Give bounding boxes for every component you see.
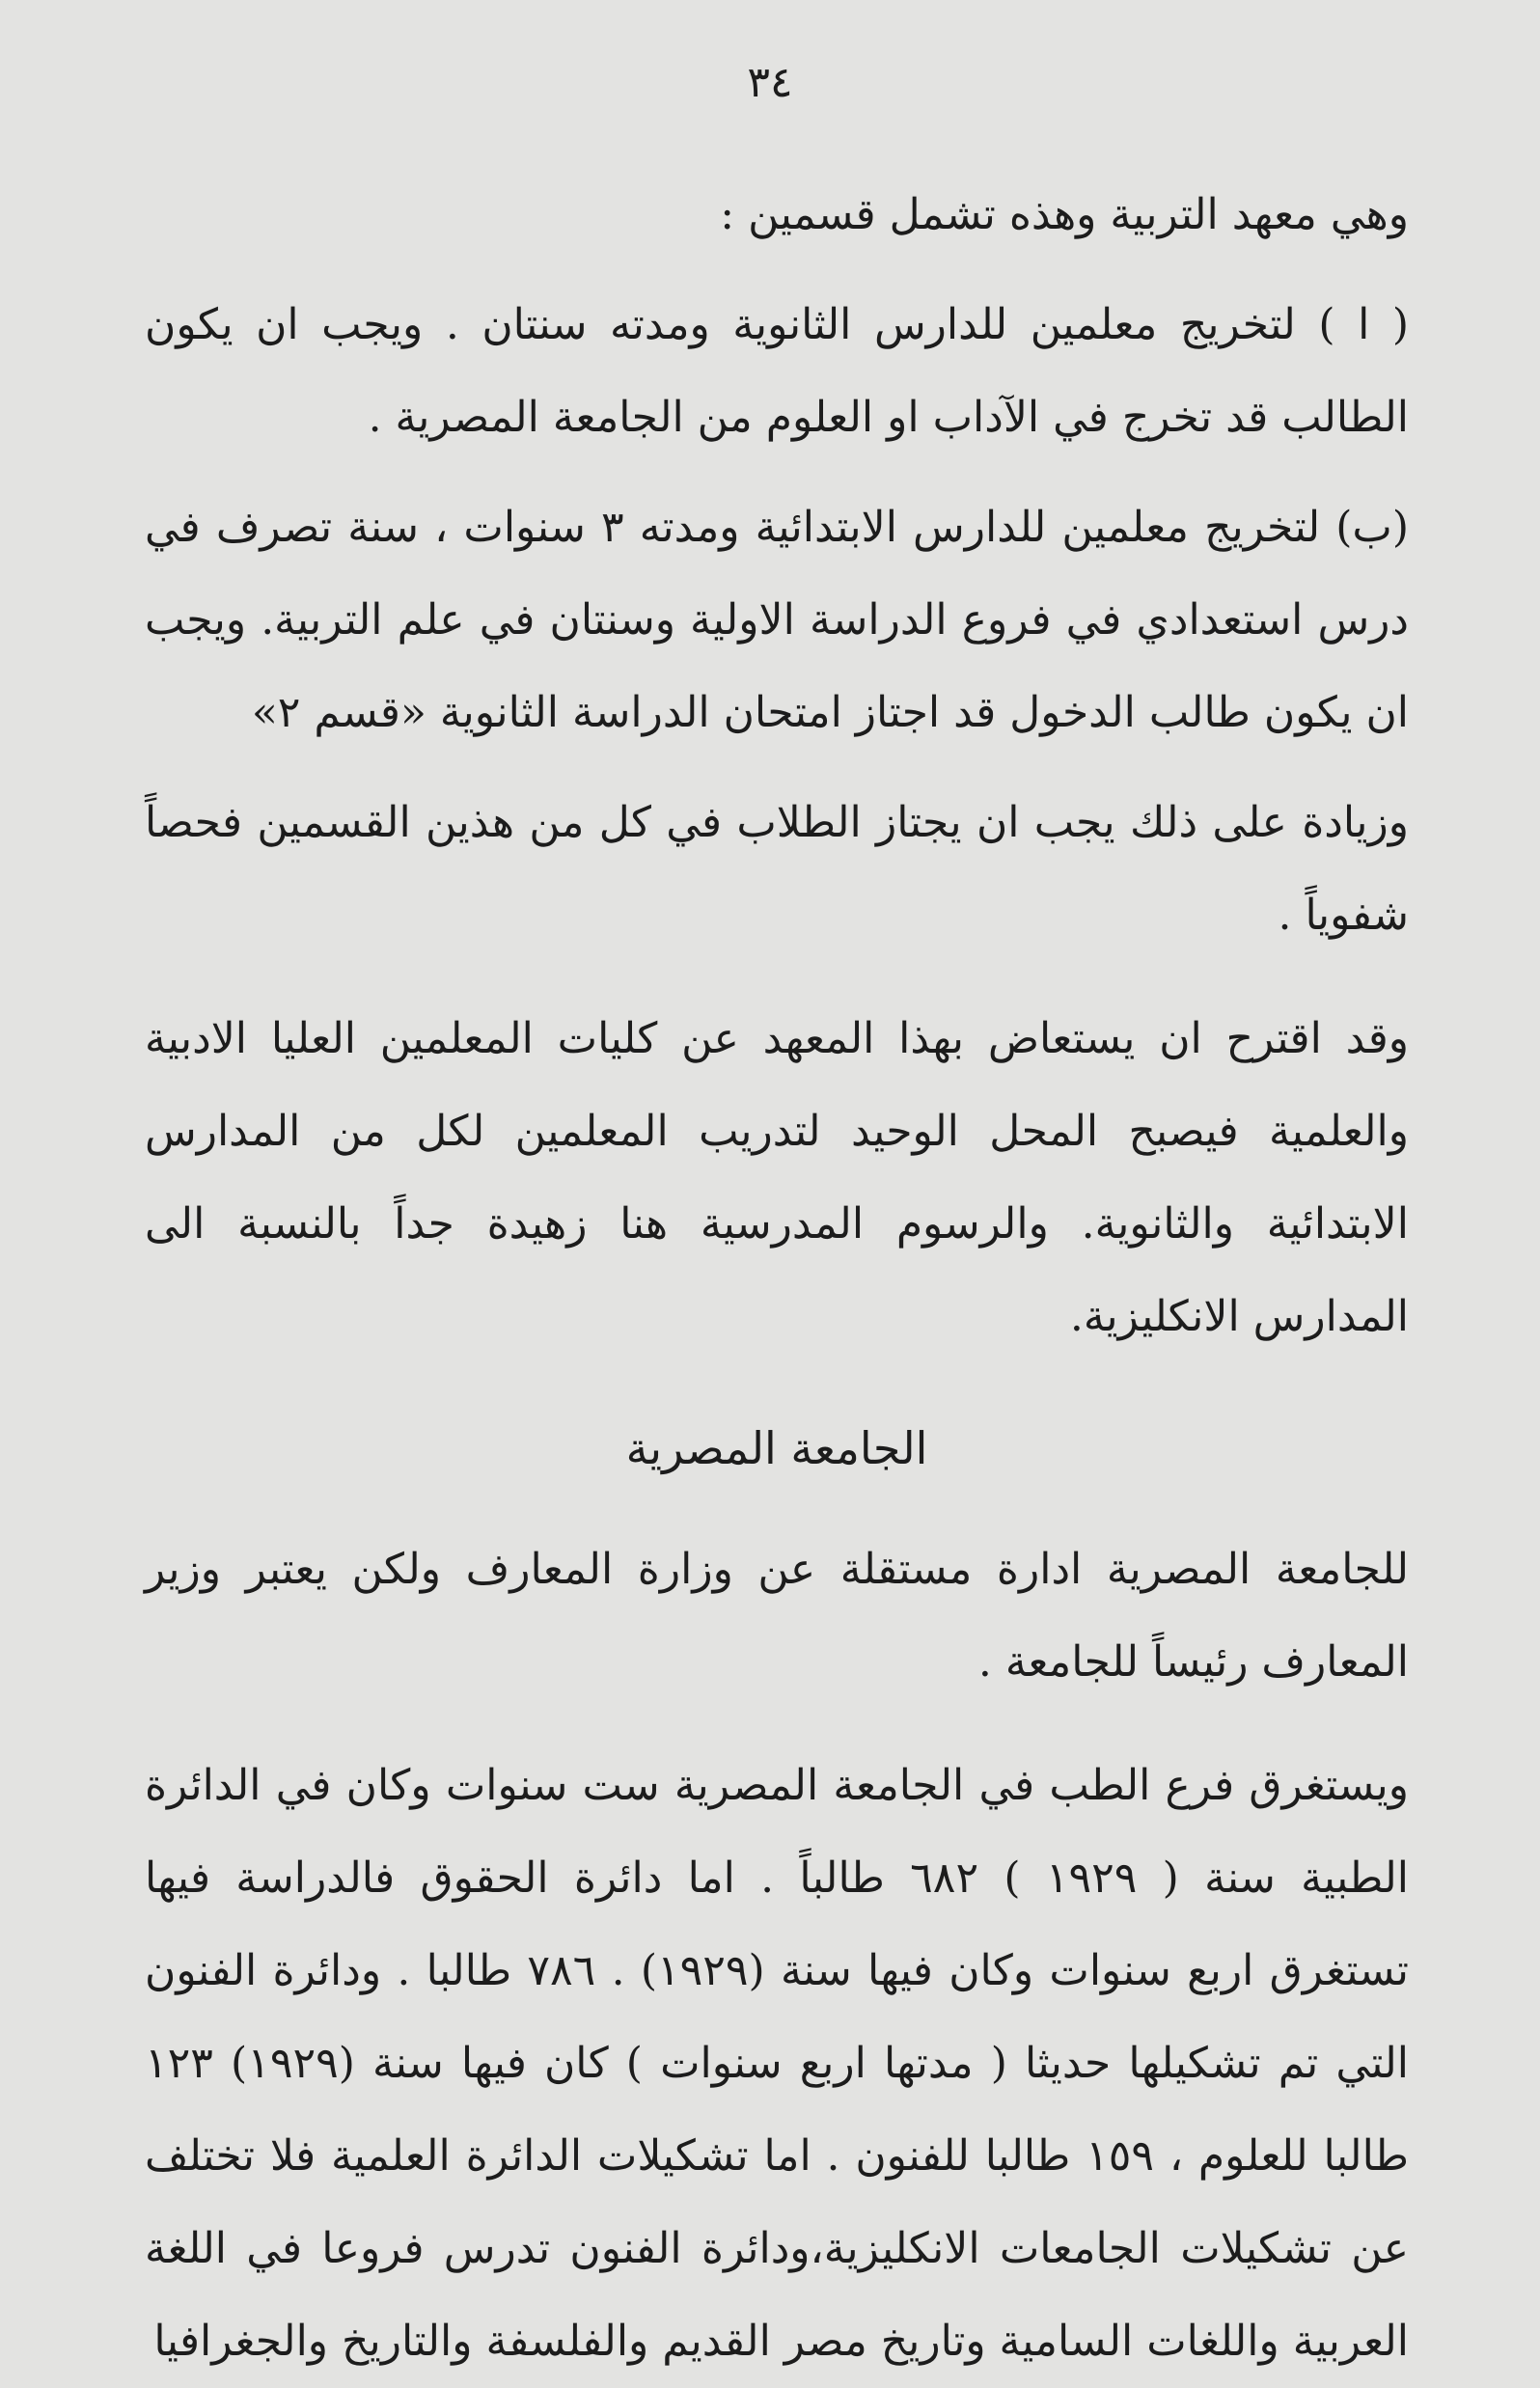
university-admin-paragraph: للجامعة المصرية ادارة مستقلة عن وزارة المعارف ولكن يعتبر وزير المعارف رئيساً للجامعة . <box>145 1545 1409 1687</box>
page-number: ٣٤ <box>747 58 793 107</box>
faculties-paragraph: ويستغرق فرع الطب في الجامعة المصرية ست سنوات وكان في الدائرة الطبية سنة ( ١٩٢٩ ) ٦٨٢ طالباً . اما دائرة الحقوق فالدراسة فيها تستغرق اربع سنوات وكان فيها سنة (١٩٢٩) . ٧٨٦ طالبا . ودائرة الفنون التي تم تشكيلها حديثا ( مدتها اربع سنوات ) كان فيها سنة (١٩٢٩) ١٢٣ طالبا للعلوم ، ١٥٩ طالبا للفنون . اما تشكيلات الدائرة العلمية فلا تختلف عن تشكيلات الجامعات الانكليزية،ودائرة الفنون تدرس فروعا في اللغة العربية واللغات السامية وتاريخ مصر القديم والفلسفة والتاريخ والجغرافيا <box>145 1761 1410 2366</box>
item-a-paragraph: ( ا ) لتخريج معلمين للدارس الثانوية ومدته سنتان . ويجب ان يكون الطالب قد تخرج في الآداب او العلوم من الجامعة المصرية . <box>145 300 1409 442</box>
proposal-paragraph: وقد اقترح ان يستعاض بهذا المعهد عن كليات المعلمين العليا الادبية والعلمية فيصبح المحل الوحيد لتدريب المعلمين لكل من المدارس الابتدائية والثانوية. والرسوم المدرسية هنا زهيدة جداً بالنسبة الى المدارس الانكليزية. <box>145 1014 1409 1341</box>
section-heading: الجامعة المصرية <box>625 1422 928 1474</box>
oral-exam-paragraph: وزيادة على ذلك يجب ان يجتاز الطلاب في كل من هذين القسمين فحصاً شفوياً . <box>145 798 1409 940</box>
item-b-paragraph: (ب) لتخريج معلمين للدارس الابتدائية ومدته ٣ سنوات ، سنة تصرف في درس استعدادي في فروع الدراسة الاولية وسنتان في علم التربية. ويجب ان يكون طالب الدخول قد اجتاز امتحان الدراسة الثانوية «قسم ٢» <box>145 503 1410 737</box>
page-body <box>145 169 1409 2388</box>
intro-paragraph: وهي معهد التربية وهذه تشمل قسمين : <box>720 190 1409 239</box>
